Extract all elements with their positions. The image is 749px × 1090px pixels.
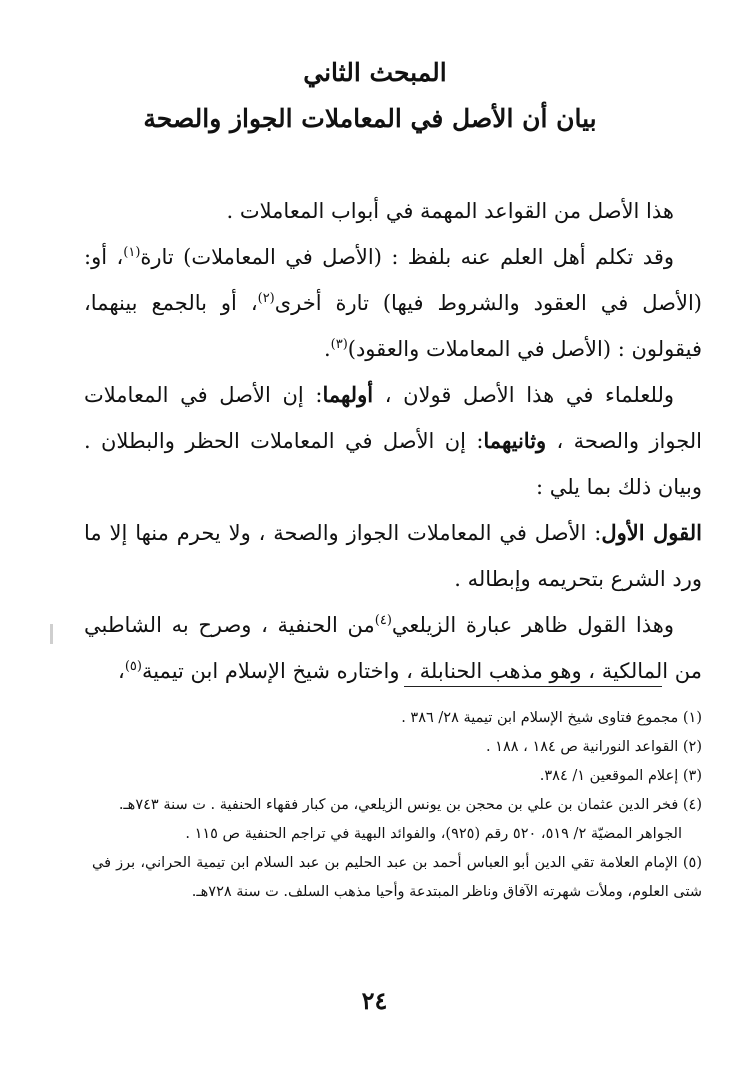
footnotes (92, 704, 702, 907)
section-subtitle: بيان أن الأصل في المعاملات الجواز والصحة (143, 104, 597, 133)
footnote-ref-4[interactable]: (٤) (374, 613, 392, 628)
paragraph-3-part-c: : إن الأصل في المعاملات الحظر والبطلان . وبيان ذلك بما يلي : (84, 429, 702, 499)
paragraph-3-part-b: : إن الأصل في المعاملات الجواز والصحة ، (84, 383, 703, 453)
paragraph-5 (84, 602, 702, 694)
paragraph-2 (84, 234, 702, 372)
margin-mark (50, 624, 53, 644)
paragraph-5-part-a: وهذا القول ظاهر عبارة الزيلعي (391, 613, 675, 637)
footnote-3: (٣) إعلام الموقعين ١/ ٣٨٤. (539, 768, 702, 784)
footnote-ref-5[interactable]: (٥) (124, 659, 142, 674)
footnote-4-sources: الجواهر المضيّة ٢/ ٥١٩، ٥٢٠ رقم (٩٢٥)، والفوائد البهية في تراجم الحنفية ص ١١٥ . (185, 826, 682, 842)
paragraph-2-part-b: ، أو: (الأصل في العقود والشروط فيها) تارة أخرى (84, 245, 702, 315)
footnote-1: (١) مجموع فتاوى شيخ الإسلام ابن تيمية ٢٨/ ٣٨٦ . (401, 710, 702, 726)
footnote-4: (٤) فخر الدين عثمان بن علي بن محجن بن يونس الزيلعي، من كبار فقهاء الحنفية . ت سنة ٧٤٣هـ. (118, 797, 702, 813)
footnote-divider (404, 686, 662, 687)
section-title: المبحث الثاني (303, 58, 447, 87)
footnote-ref-2[interactable]: (٢) (257, 291, 275, 306)
paragraph-5-part-b: من الحنفية ، وصرح به الشاطبي من المالكية ، وهو مذهب الحنابلة ، واختاره شيخ الإسلام ابن تيمية (84, 613, 702, 683)
paragraph-3-part-a: وللعلماء في هذا الأصل قولان ، (384, 383, 674, 407)
first-opinion-heading: القول الأول (601, 520, 703, 545)
paragraph-3 (84, 372, 702, 510)
paragraph-2-part-d: . (323, 337, 331, 361)
paragraph-1: هذا الأصل من القواعد المهمة في أبواب المعاملات . (226, 199, 674, 223)
paragraph-2-part-a: وقد تكلم أهل العلم عنه بلفظ : (الأصل في المعاملات) تارة (140, 245, 675, 269)
footnote-ref-3[interactable]: (٣) (330, 337, 348, 352)
page-number: ٢٤ (361, 986, 388, 1015)
first-opinion-label: أولهما (322, 382, 374, 407)
paragraph-5-part-c: ، (118, 659, 125, 683)
footnote-ref-1[interactable]: (١) (123, 245, 141, 260)
second-opinion-label: وثانيهما (483, 428, 547, 453)
main-text (84, 188, 702, 694)
footnote-2: (٢) القواعد النورانية ص ١٨٤ ، ١٨٨ . (485, 739, 702, 755)
paragraph-2-part-c: ، أو بالجمع بينهما، فيقولون : (الأصل في المعاملات والعقود) (84, 291, 702, 361)
footnote-5: (٥) الإمام العلامة تقي الدين أبو العباس أحمد بن عبد الحليم بن عبد السلام ابن تيمية الحراني، برز في شتى العلوم، وملأت شهرته الآفاق وناظر المبتدعة وأحيا مذهب السلف. ت سنة ٧٢٨هـ. (92, 855, 702, 900)
paragraph-4-text: : الأصل في المعاملات الجواز والصحة ، ولا يحرم منها إلا ما ورد الشرع بتحريمه وإبطاله . (84, 521, 702, 591)
paragraph-4 (84, 510, 702, 602)
